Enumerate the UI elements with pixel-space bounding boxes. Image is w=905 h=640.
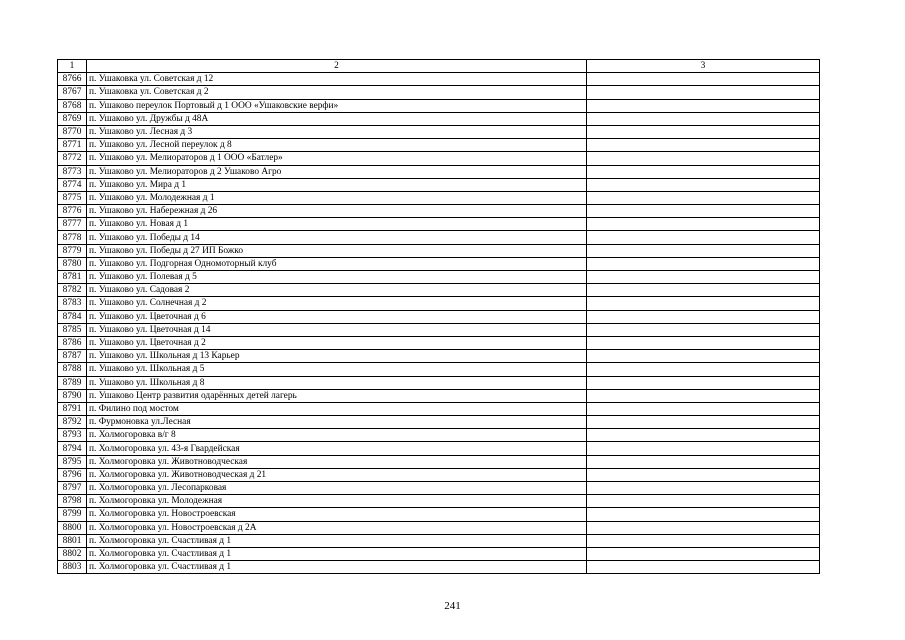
address-table xyxy=(57,59,820,574)
address-cell: п. Ушаково ул. Мелиораторов д 2 Ушаково Агро xyxy=(87,165,587,178)
row-number-cell: 8769 xyxy=(58,112,87,125)
table-row xyxy=(58,257,820,270)
address-cell: п. Фурмоновка ул.Лесная xyxy=(87,416,587,429)
row-number-cell: 8793 xyxy=(58,429,87,442)
address-cell: п. Филино под мостом xyxy=(87,402,587,415)
address-cell: п. Ушаково Центр развития одарённых детей лагерь xyxy=(87,389,587,402)
address-cell: п. Ушаково ул. Цветочная д 14 xyxy=(87,323,587,336)
column-header-3: 3 xyxy=(587,60,820,73)
table-row xyxy=(58,323,820,336)
notes-cell xyxy=(587,376,820,389)
notes-cell xyxy=(587,284,820,297)
table-row xyxy=(58,547,820,560)
notes-cell xyxy=(587,323,820,336)
row-number-cell: 8795 xyxy=(58,455,87,468)
table-row xyxy=(58,455,820,468)
notes-cell xyxy=(587,561,820,574)
address-cell: п. Ушаково ул. Лесной переулок д 8 xyxy=(87,139,587,152)
address-cell: п. Холмогоровка в/г 8 xyxy=(87,429,587,442)
table-row xyxy=(58,218,820,231)
table-row xyxy=(58,376,820,389)
table-row xyxy=(58,112,820,125)
table-row xyxy=(58,350,820,363)
address-cell: п. Холмогоровка ул. Животноводческая д 21 xyxy=(87,468,587,481)
table-row xyxy=(58,429,820,442)
notes-cell xyxy=(587,336,820,349)
notes-cell xyxy=(587,165,820,178)
row-number-cell: 8776 xyxy=(58,205,87,218)
row-number-cell: 8781 xyxy=(58,271,87,284)
address-cell: п. Холмогоровка ул. Счастливая д 1 xyxy=(87,534,587,547)
table-row xyxy=(58,389,820,402)
address-cell: п. Ушаково ул. Лесная д 3 xyxy=(87,125,587,138)
table-row xyxy=(58,125,820,138)
column-header-2: 2 xyxy=(87,60,587,73)
notes-cell xyxy=(587,205,820,218)
table-row xyxy=(58,165,820,178)
table-row xyxy=(58,86,820,99)
row-number-cell: 8768 xyxy=(58,99,87,112)
row-number-cell: 8770 xyxy=(58,125,87,138)
table-row xyxy=(58,561,820,574)
address-cell: п. Ушаково ул. Дружбы д 48А xyxy=(87,112,587,125)
table-row xyxy=(58,73,820,86)
row-number-cell: 8791 xyxy=(58,402,87,415)
row-number-cell: 8775 xyxy=(58,191,87,204)
address-cell: п. Ушаково ул. Солнечная д 2 xyxy=(87,297,587,310)
row-number-cell: 8789 xyxy=(58,376,87,389)
table-row xyxy=(58,521,820,534)
address-cell: п. Ушаково ул. Набережная д 26 xyxy=(87,205,587,218)
row-number-cell: 8771 xyxy=(58,139,87,152)
address-cell: п. Холмогоровка ул. Животноводческая xyxy=(87,455,587,468)
page-number: 241 xyxy=(444,600,461,612)
row-number-cell: 8786 xyxy=(58,336,87,349)
row-number-cell: 8796 xyxy=(58,468,87,481)
row-number-cell: 8779 xyxy=(58,244,87,257)
address-cell: п. Холмогоровка ул. Счастливая д 1 xyxy=(87,561,587,574)
table-row xyxy=(58,191,820,204)
notes-cell xyxy=(587,112,820,125)
table-row xyxy=(58,297,820,310)
notes-cell xyxy=(587,125,820,138)
table-row xyxy=(58,495,820,508)
address-cell: п. Ушаково ул. Школьная д 13 Карьер xyxy=(87,350,587,363)
notes-cell xyxy=(587,244,820,257)
address-cell: п. Ушаково переулок Портовый д 1 ООО «Ушаковские верфи» xyxy=(87,99,587,112)
row-number-cell: 8803 xyxy=(58,561,87,574)
row-number-cell: 8782 xyxy=(58,284,87,297)
row-number-cell: 8794 xyxy=(58,442,87,455)
row-number-cell: 8801 xyxy=(58,534,87,547)
row-number-cell: 8766 xyxy=(58,73,87,86)
address-cell: п. Ушаково ул. Мелиораторов д 1 ООО «Батлер» xyxy=(87,152,587,165)
notes-cell xyxy=(587,547,820,560)
table-row xyxy=(58,152,820,165)
table-row xyxy=(58,416,820,429)
row-number-cell: 8772 xyxy=(58,152,87,165)
address-cell: п. Ушаково ул. Полевая д 5 xyxy=(87,271,587,284)
row-number-cell: 8774 xyxy=(58,178,87,191)
address-cell: п. Ушаково ул. Мира д 1 xyxy=(87,178,587,191)
table-row xyxy=(58,482,820,495)
table-row xyxy=(58,271,820,284)
address-cell: п. Холмогоровка ул. Молодежная xyxy=(87,495,587,508)
row-number-cell: 8787 xyxy=(58,350,87,363)
address-cell: п. Ушаково ул. Цветочная д 2 xyxy=(87,336,587,349)
table-row xyxy=(58,99,820,112)
notes-cell xyxy=(587,271,820,284)
notes-cell xyxy=(587,99,820,112)
notes-cell xyxy=(587,416,820,429)
notes-cell xyxy=(587,191,820,204)
notes-cell xyxy=(587,534,820,547)
notes-cell xyxy=(587,495,820,508)
table-body xyxy=(58,73,820,574)
notes-cell xyxy=(587,350,820,363)
notes-cell xyxy=(587,363,820,376)
address-cell: п. Ушаково ул. Школьная д 8 xyxy=(87,376,587,389)
row-number-cell: 8773 xyxy=(58,165,87,178)
row-number-cell: 8792 xyxy=(58,416,87,429)
row-number-cell: 8778 xyxy=(58,231,87,244)
address-cell: п. Ушаково ул. Школьная д 5 xyxy=(87,363,587,376)
notes-cell xyxy=(587,231,820,244)
address-cell: п. Холмогоровка ул. Лесопарковая xyxy=(87,482,587,495)
table-row xyxy=(58,468,820,481)
notes-cell xyxy=(587,86,820,99)
notes-cell xyxy=(587,178,820,191)
address-cell: п. Ушаково ул. Победы д 14 xyxy=(87,231,587,244)
row-number-cell: 8799 xyxy=(58,508,87,521)
table-header-row xyxy=(58,60,820,73)
notes-cell xyxy=(587,139,820,152)
row-number-cell: 8780 xyxy=(58,257,87,270)
address-cell: п. Холмогоровка ул. Счастливая д 1 xyxy=(87,547,587,560)
table-row xyxy=(58,244,820,257)
address-cell: п. Ушаково ул. Садовая 2 xyxy=(87,284,587,297)
notes-cell xyxy=(587,218,820,231)
row-number-cell: 8790 xyxy=(58,389,87,402)
row-number-cell: 8788 xyxy=(58,363,87,376)
address-cell: п. Ушаково ул. Молодежная д 1 xyxy=(87,191,587,204)
table-row xyxy=(58,205,820,218)
row-number-cell: 8784 xyxy=(58,310,87,323)
row-number-cell: 8800 xyxy=(58,521,87,534)
notes-cell xyxy=(587,442,820,455)
row-number-cell: 8797 xyxy=(58,482,87,495)
row-number-cell: 8785 xyxy=(58,323,87,336)
address-cell: п. Холмогоровка ул. Новостроевская xyxy=(87,508,587,521)
notes-cell xyxy=(587,152,820,165)
row-number-cell: 8767 xyxy=(58,86,87,99)
notes-cell xyxy=(587,297,820,310)
row-number-cell: 8783 xyxy=(58,297,87,310)
notes-cell xyxy=(587,389,820,402)
table-row xyxy=(58,231,820,244)
table-row xyxy=(58,442,820,455)
address-cell: п. Ушаково ул. Новая д 1 xyxy=(87,218,587,231)
address-cell: п. Ушаково ул. Цветочная д 6 xyxy=(87,310,587,323)
row-number-cell: 8777 xyxy=(58,218,87,231)
notes-cell xyxy=(587,257,820,270)
table-row xyxy=(58,336,820,349)
address-cell: п. Ушаково ул. Победы д 27 ИП Божко xyxy=(87,244,587,257)
table-row xyxy=(58,310,820,323)
notes-cell xyxy=(587,402,820,415)
notes-cell xyxy=(587,521,820,534)
notes-cell xyxy=(587,468,820,481)
table-row xyxy=(58,508,820,521)
notes-cell xyxy=(587,482,820,495)
table-row xyxy=(58,284,820,297)
table-row xyxy=(58,178,820,191)
notes-cell xyxy=(587,429,820,442)
notes-cell xyxy=(587,310,820,323)
row-number-cell: 8798 xyxy=(58,495,87,508)
address-cell: п. Ушаково ул. Подгорная Одномоторный клуб xyxy=(87,257,587,270)
table-row xyxy=(58,402,820,415)
row-number-cell: 8802 xyxy=(58,547,87,560)
address-cell: п. Ушаковка ул. Советская д 12 xyxy=(87,73,587,86)
address-cell: п. Холмогоровка ул. Новостроевская д 2А xyxy=(87,521,587,534)
notes-cell xyxy=(587,73,820,86)
table-row xyxy=(58,363,820,376)
column-header-1: 1 xyxy=(58,60,87,73)
table-row xyxy=(58,534,820,547)
notes-cell xyxy=(587,455,820,468)
address-cell: п. Холмогоровка ул. 43-я Гвардейская xyxy=(87,442,587,455)
notes-cell xyxy=(587,508,820,521)
address-cell: п. Ушаковка ул. Советская д 2 xyxy=(87,86,587,99)
table-row xyxy=(58,139,820,152)
